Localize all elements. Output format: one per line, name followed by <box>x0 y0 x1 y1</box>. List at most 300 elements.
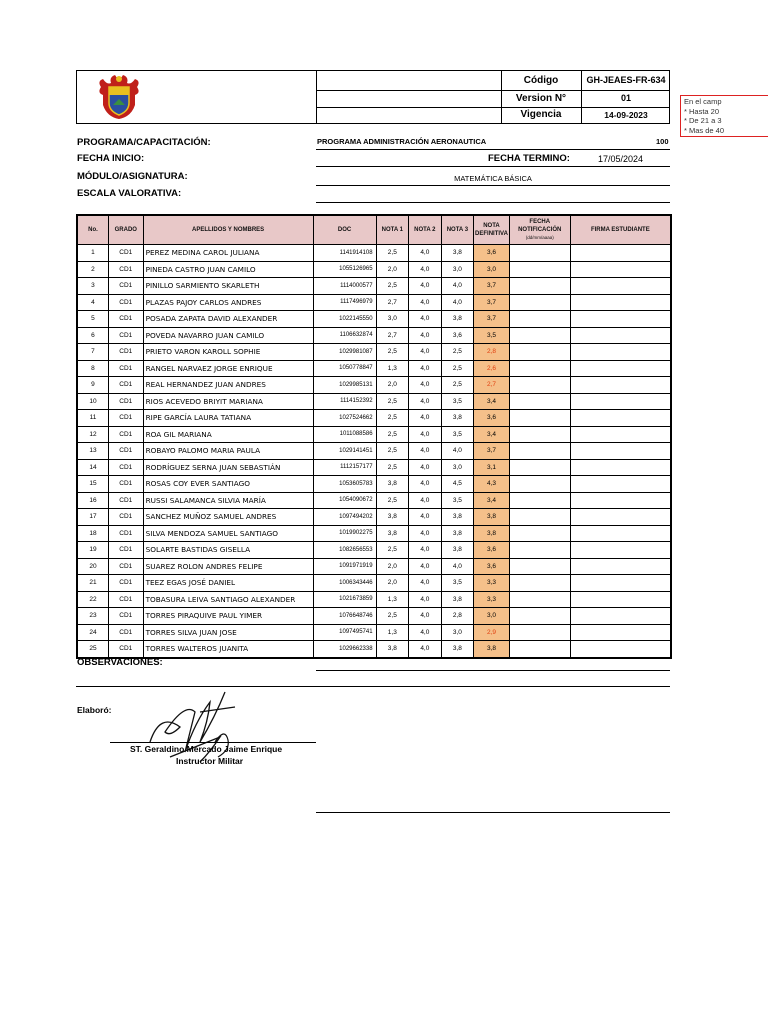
row-nota-definitiva: 3,6 <box>474 245 510 262</box>
row-firma[interactable] <box>570 558 671 575</box>
row-nota2: 4,0 <box>409 245 442 262</box>
row-nota3: 4,0 <box>441 558 474 575</box>
row-firma[interactable] <box>570 245 671 262</box>
escala-label: ESCALA VALORATIVA: <box>77 188 182 199</box>
row-nota2: 4,0 <box>409 327 442 344</box>
row-firma[interactable] <box>570 492 671 509</box>
row-grado: CD1 <box>108 641 143 658</box>
row-firma[interactable] <box>570 327 671 344</box>
row-no: 1 <box>77 245 108 262</box>
row-doc: 1106632874 <box>313 327 376 344</box>
row-nombre: PEREZ MEDINA CAROL JULIANA <box>143 245 313 262</box>
row-fecha-notificacion[interactable] <box>509 360 570 377</box>
version-value: 01 <box>620 93 631 103</box>
row-fecha-notificacion[interactable] <box>509 509 570 526</box>
row-doc: 1097495741 <box>313 624 376 641</box>
row-nota2: 4,0 <box>409 591 442 608</box>
table-row <box>77 492 671 509</box>
row-grado: CD1 <box>108 377 143 394</box>
row-nombre: SOLARTE BASTIDAS GISELLA <box>143 542 313 559</box>
row-nota3: 3,5 <box>441 426 474 443</box>
row-nombre: SANCHEZ MUÑOZ SAMUEL ANDRES <box>143 509 313 526</box>
col-nota2: NOTA 2 <box>409 215 442 245</box>
row-no: 3 <box>77 278 108 295</box>
row-grado: CD1 <box>108 525 143 542</box>
row-nota-definitiva: 3,0 <box>474 608 510 625</box>
coat-of-arms-icon <box>95 73 143 121</box>
row-nota2: 4,0 <box>409 443 442 460</box>
row-nota3: 3,8 <box>441 410 474 427</box>
table-row <box>77 608 671 625</box>
table-row <box>77 525 671 542</box>
col-firma: FIRMA ESTUDIANTE <box>570 215 671 245</box>
row-nota-definitiva: 3,6 <box>474 558 510 575</box>
row-grado: CD1 <box>108 311 143 328</box>
row-nombre: RIPE GARCÍA LAURA TATIANA <box>143 410 313 427</box>
table-row <box>77 542 671 559</box>
row-nota-definitiva: 3,4 <box>474 426 510 443</box>
row-nota2: 4,0 <box>409 360 442 377</box>
row-doc: 1114000577 <box>313 278 376 295</box>
row-nota-definitiva: 3,6 <box>474 542 510 559</box>
row-grado: CD1 <box>108 476 143 493</box>
row-nombre: ROA GIL MARIANA <box>143 426 313 443</box>
row-firma[interactable] <box>570 393 671 410</box>
row-nombre: TORRES PIRAQUIVE PAUL YIMER <box>143 608 313 625</box>
row-no: 19 <box>77 542 108 559</box>
row-nota3: 3,8 <box>441 525 474 542</box>
row-firma[interactable] <box>570 459 671 476</box>
col-fecha-notificacion <box>509 215 570 245</box>
row-nota1: 3,8 <box>376 509 409 526</box>
fecha-termino-value: 17/05/2024 <box>598 154 644 164</box>
row-nota3: 3,0 <box>441 459 474 476</box>
row-nota1: 2,7 <box>376 294 409 311</box>
row-nota3: 3,5 <box>441 393 474 410</box>
row-nota3: 4,0 <box>441 443 474 460</box>
col-grado: GRADO <box>108 215 143 245</box>
row-grado: CD1 <box>108 558 143 575</box>
row-fecha-notificacion[interactable] <box>509 377 570 394</box>
form-header <box>76 70 670 124</box>
row-nota3: 4,5 <box>441 476 474 493</box>
table-row <box>77 245 671 262</box>
fecha-inicio-label: FECHA INICIO: <box>77 153 145 164</box>
row-doc: 1053605783 <box>313 476 376 493</box>
row-nota1: 3,0 <box>376 311 409 328</box>
row-nombre: SUAREZ ROLON ANDRES FELIPE <box>143 558 313 575</box>
row-fecha-notificacion[interactable] <box>509 641 570 658</box>
row-no: 25 <box>77 641 108 658</box>
row-fecha-notificacion[interactable] <box>509 575 570 592</box>
row-firma[interactable] <box>570 311 671 328</box>
row-nota-definitiva: 3,8 <box>474 641 510 658</box>
row-nota1: 2,5 <box>376 344 409 361</box>
table-row <box>77 558 671 575</box>
row-nota2: 4,0 <box>409 641 442 658</box>
row-no: 8 <box>77 360 108 377</box>
table-row <box>77 360 671 377</box>
row-nota2: 4,0 <box>409 509 442 526</box>
row-nombre: PINEDA CASTRO JUAN CAMILO <box>143 261 313 278</box>
row-nota3: 2,5 <box>441 360 474 377</box>
row-nota3: 3,8 <box>441 245 474 262</box>
row-nota-definitiva: 3,7 <box>474 278 510 295</box>
row-nota2: 4,0 <box>409 575 442 592</box>
row-firma[interactable] <box>570 294 671 311</box>
row-doc: 1029141451 <box>313 443 376 460</box>
row-doc: 1054090672 <box>313 492 376 509</box>
row-nota-definitiva: 3,7 <box>474 443 510 460</box>
row-nota1: 2,7 <box>376 327 409 344</box>
row-grado: CD1 <box>108 591 143 608</box>
row-fecha-notificacion[interactable] <box>509 294 570 311</box>
table-row <box>77 443 671 460</box>
row-nota2: 4,0 <box>409 278 442 295</box>
row-fecha-notificacion[interactable] <box>509 245 570 262</box>
row-no: 12 <box>77 426 108 443</box>
row-nota3: 3,8 <box>441 641 474 658</box>
row-no: 17 <box>77 509 108 526</box>
row-fecha-notificacion[interactable] <box>509 410 570 427</box>
row-nota-definitiva: 2,6 <box>474 360 510 377</box>
row-fecha-notificacion[interactable] <box>509 558 570 575</box>
row-fecha-notificacion[interactable] <box>509 608 570 625</box>
table-row <box>77 344 671 361</box>
row-firma[interactable] <box>570 476 671 493</box>
row-firma[interactable] <box>570 608 671 625</box>
row-nombre: ROSAS COY EVER SANTIAGO <box>143 476 313 493</box>
row-doc: 1021673859 <box>313 591 376 608</box>
observaciones-label: OBSERVACIONES: <box>77 657 163 668</box>
row-doc: 1091971919 <box>313 558 376 575</box>
row-nota3: 3,5 <box>441 575 474 592</box>
row-nota-definitiva: 2,8 <box>474 344 510 361</box>
table-row <box>77 509 671 526</box>
modulo-value: MATEMÁTICA BÁSICA <box>454 174 532 183</box>
row-nombre: POSADA ZAPATA DAVID ALEXANDER <box>143 311 313 328</box>
table-row <box>77 393 671 410</box>
row-nota3: 4,0 <box>441 294 474 311</box>
modulo-label: MÓDULO/ASIGNATURA: <box>77 171 188 182</box>
row-doc: 1019902275 <box>313 525 376 542</box>
row-nota2: 4,0 <box>409 492 442 509</box>
row-nota2: 4,0 <box>409 344 442 361</box>
row-nombre: RIOS ACEVEDO BRIYIT MARIANA <box>143 393 313 410</box>
row-fecha-notificacion[interactable] <box>509 278 570 295</box>
row-nombre: RUSSI SALAMANCA SILVIA MARÍA <box>143 492 313 509</box>
row-nota1: 2,5 <box>376 608 409 625</box>
row-nota1: 3,8 <box>376 476 409 493</box>
row-nombre: PINILLO SARMIENTO SKARLETH <box>143 278 313 295</box>
row-doc: 1141914108 <box>313 245 376 262</box>
row-firma[interactable] <box>570 344 671 361</box>
row-no: 11 <box>77 410 108 427</box>
row-grado: CD1 <box>108 542 143 559</box>
row-no: 22 <box>77 591 108 608</box>
row-no: 5 <box>77 311 108 328</box>
grades-table <box>76 214 672 659</box>
row-nota1: 2,5 <box>376 393 409 410</box>
row-nota1: 2,5 <box>376 542 409 559</box>
row-nota-definitiva: 3,8 <box>474 525 510 542</box>
row-nota1: 2,5 <box>376 426 409 443</box>
row-nota3: 2,5 <box>441 344 474 361</box>
row-doc: 1006343446 <box>313 575 376 592</box>
version-label: Version N° <box>515 93 567 104</box>
row-grado: CD1 <box>108 360 143 377</box>
row-nombre: RODRÍGUEZ SERNA JUAN SEBASTIÁN <box>143 459 313 476</box>
row-doc: 1117496979 <box>313 294 376 311</box>
row-no: 13 <box>77 443 108 460</box>
row-nota1: 2,5 <box>376 459 409 476</box>
row-nota1: 2,0 <box>376 575 409 592</box>
table-row <box>77 624 671 641</box>
row-grado: CD1 <box>108 393 143 410</box>
row-grado: CD1 <box>108 294 143 311</box>
table-row <box>77 410 671 427</box>
row-nota2: 4,0 <box>409 377 442 394</box>
row-firma[interactable] <box>570 278 671 295</box>
row-nota2: 4,0 <box>409 393 442 410</box>
row-nota3: 3,8 <box>441 591 474 608</box>
row-nota1: 2,5 <box>376 410 409 427</box>
row-nota2: 4,0 <box>409 311 442 328</box>
row-firma[interactable] <box>570 410 671 427</box>
row-nota3: 3,8 <box>441 542 474 559</box>
col-nota-definitiva: NOTA DEFINITIVA <box>474 215 510 245</box>
row-nota-definitiva: 3,4 <box>474 393 510 410</box>
row-nota2: 4,0 <box>409 294 442 311</box>
row-fecha-notificacion[interactable] <box>509 492 570 509</box>
row-fecha-notificacion[interactable] <box>509 327 570 344</box>
row-nota3: 3,0 <box>441 624 474 641</box>
side-note <box>680 95 768 137</box>
table-row <box>77 377 671 394</box>
table-row <box>77 294 671 311</box>
row-no: 2 <box>77 261 108 278</box>
fecha-notificacion-title: FECHA NOTIFICACIÓN <box>518 219 562 233</box>
table-row <box>77 311 671 328</box>
row-nota1: 3,8 <box>376 525 409 542</box>
table-row <box>77 426 671 443</box>
row-nombre: TORRES WALTEROS JUANITA <box>143 641 313 658</box>
row-fecha-notificacion[interactable] <box>509 476 570 493</box>
side-note-line: * De 21 a 3 <box>684 116 722 125</box>
row-nota3: 2,5 <box>441 377 474 394</box>
row-nota-definitiva: 3,7 <box>474 311 510 328</box>
row-nota2: 4,0 <box>409 476 442 493</box>
row-nota2: 4,0 <box>409 410 442 427</box>
row-nota2: 4,0 <box>409 558 442 575</box>
row-fecha-notificacion[interactable] <box>509 542 570 559</box>
row-no: 18 <box>77 525 108 542</box>
row-nota3: 2,8 <box>441 608 474 625</box>
row-grado: CD1 <box>108 624 143 641</box>
row-firma[interactable] <box>570 360 671 377</box>
row-fecha-notificacion[interactable] <box>509 525 570 542</box>
row-nota-definitiva: 3,3 <box>474 575 510 592</box>
row-nota3: 3,8 <box>441 509 474 526</box>
row-nombre: REAL HERNANDEZ JUAN ANDRES <box>143 377 313 394</box>
col-no: No. <box>77 215 108 245</box>
row-nota3: 3,0 <box>441 261 474 278</box>
row-no: 23 <box>77 608 108 625</box>
row-nota2: 4,0 <box>409 624 442 641</box>
row-doc: 1050778847 <box>313 360 376 377</box>
row-grado: CD1 <box>108 459 143 476</box>
col-nota1: NOTA 1 <box>376 215 409 245</box>
row-doc: 1029985131 <box>313 377 376 394</box>
col-doc: DOC <box>313 215 376 245</box>
row-doc: 1112157177 <box>313 459 376 476</box>
programa-value: PROGRAMA ADMINISTRACIÓN AERONAUTICA <box>317 137 487 146</box>
row-firma[interactable] <box>570 591 671 608</box>
row-nota-definitiva: 3,0 <box>474 261 510 278</box>
row-nota-definitiva: 3,7 <box>474 294 510 311</box>
row-no: 6 <box>77 327 108 344</box>
row-grado: CD1 <box>108 426 143 443</box>
row-nota2: 4,0 <box>409 459 442 476</box>
row-doc: 1022145550 <box>313 311 376 328</box>
row-no: 4 <box>77 294 108 311</box>
row-nota-definitiva: 3,3 <box>474 591 510 608</box>
table-row <box>77 641 671 658</box>
row-grado: CD1 <box>108 608 143 625</box>
fecha-format: (dd/mm/aaaa) <box>525 235 554 240</box>
signer-role: Instructor Militar <box>176 756 244 766</box>
row-nota1: 2,5 <box>376 245 409 262</box>
row-nota-definitiva: 3,4 <box>474 492 510 509</box>
side-note-line: En el camp <box>684 97 722 106</box>
row-fecha-notificacion[interactable] <box>509 624 570 641</box>
row-nota1: 2,0 <box>376 377 409 394</box>
row-no: 20 <box>77 558 108 575</box>
row-grado: CD1 <box>108 327 143 344</box>
row-nota1: 1,3 <box>376 591 409 608</box>
row-firma[interactable] <box>570 525 671 542</box>
row-fecha-notificacion[interactable] <box>509 311 570 328</box>
row-firma[interactable] <box>570 542 671 559</box>
row-grado: CD1 <box>108 492 143 509</box>
row-nota-definitiva: 2,7 <box>474 377 510 394</box>
row-nombre: TOBASURA LEIVA SANTIAGO ALEXANDER <box>143 591 313 608</box>
row-nota-definitiva: 2,9 <box>474 624 510 641</box>
col-nota3: NOTA 3 <box>441 215 474 245</box>
row-grado: CD1 <box>108 575 143 592</box>
table-row <box>77 476 671 493</box>
row-fecha-notificacion[interactable] <box>509 344 570 361</box>
row-doc: 1097494202 <box>313 509 376 526</box>
table-row <box>77 278 671 295</box>
row-nota3: 3,8 <box>441 311 474 328</box>
vigencia-value: 14-09-2023 <box>604 110 648 120</box>
row-nombre: ROBAYO PALOMO MARIA PAULA <box>143 443 313 460</box>
row-grado: CD1 <box>108 261 143 278</box>
row-no: 16 <box>77 492 108 509</box>
row-nombre: TORRES SILVA JUAN JOSE <box>143 624 313 641</box>
row-nota2: 4,0 <box>409 542 442 559</box>
vigencia-label: Vigencia <box>520 109 562 120</box>
row-nota3: 3,6 <box>441 327 474 344</box>
row-fecha-notificacion[interactable] <box>509 261 570 278</box>
table-row <box>77 327 671 344</box>
row-nombre: POVEDA NAVARRO JUAN CAMILO <box>143 327 313 344</box>
row-nota1: 1,3 <box>376 360 409 377</box>
row-doc: 1055126965 <box>313 261 376 278</box>
row-firma[interactable] <box>570 443 671 460</box>
row-nota-definitiva: 3,6 <box>474 410 510 427</box>
row-nota2: 4,0 <box>409 426 442 443</box>
row-no: 24 <box>77 624 108 641</box>
row-doc: 1076648746 <box>313 608 376 625</box>
row-doc: 1114152392 <box>313 393 376 410</box>
row-no: 7 <box>77 344 108 361</box>
row-firma[interactable] <box>570 624 671 641</box>
row-nota1: 2,5 <box>376 492 409 509</box>
row-nota2: 4,0 <box>409 525 442 542</box>
row-grado: CD1 <box>108 509 143 526</box>
row-fecha-notificacion[interactable] <box>509 426 570 443</box>
row-fecha-notificacion[interactable] <box>509 443 570 460</box>
row-nombre: SILVA MENDOZA SAMUEL SANTIAGO <box>143 525 313 542</box>
row-nota1: 2,5 <box>376 443 409 460</box>
row-nota-definitiva: 3,8 <box>474 509 510 526</box>
row-firma[interactable] <box>570 377 671 394</box>
row-nota-definitiva: 3,5 <box>474 327 510 344</box>
row-grado: CD1 <box>108 443 143 460</box>
row-nota2: 4,0 <box>409 261 442 278</box>
row-fecha-notificacion[interactable] <box>509 459 570 476</box>
row-firma[interactable] <box>570 575 671 592</box>
row-firma[interactable] <box>570 509 671 526</box>
row-firma[interactable] <box>570 426 671 443</box>
row-fecha-notificacion[interactable] <box>509 393 570 410</box>
row-nota2: 4,0 <box>409 608 442 625</box>
elaboro-label: Elaboró: <box>77 705 112 715</box>
row-no: 15 <box>77 476 108 493</box>
row-nota3: 4,0 <box>441 278 474 295</box>
codigo-value: GH-JEAES-FR-634 <box>586 75 666 85</box>
row-firma[interactable] <box>570 641 671 658</box>
row-nota1: 2,0 <box>376 261 409 278</box>
fecha-termino-label: FECHA TERMINO: <box>488 153 570 164</box>
table-header-row <box>77 215 671 245</box>
table-row <box>77 261 671 278</box>
row-nota1: 2,0 <box>376 558 409 575</box>
side-note-line: * Hasta 20 <box>684 106 720 116</box>
programa-num: 100 <box>656 137 669 146</box>
row-nota1: 3,8 <box>376 641 409 658</box>
row-nombre: PRIETO VARON KAROLL SOPHIE <box>143 344 313 361</box>
row-nota3: 3,5 <box>441 492 474 509</box>
signer-name: ST. Geraldino Mercado Jaime Enrique <box>130 744 283 754</box>
table-row <box>77 591 671 608</box>
row-fecha-notificacion[interactable] <box>509 591 570 608</box>
row-no: 21 <box>77 575 108 592</box>
row-doc: 1027524662 <box>313 410 376 427</box>
col-nombres: APELLIDOS Y NOMBRES <box>143 215 313 245</box>
table-row <box>77 459 671 476</box>
row-nota1: 2,5 <box>376 278 409 295</box>
row-doc: 1082656553 <box>313 542 376 559</box>
row-nombre: TEEZ EGAS JOSÉ DANIEL <box>143 575 313 592</box>
programa-label: PROGRAMA/CAPACITACIÓN: <box>77 137 211 148</box>
row-firma[interactable] <box>570 261 671 278</box>
row-doc: 1029662338 <box>313 641 376 658</box>
row-grado: CD1 <box>108 410 143 427</box>
side-note-line: * Mas de 40 <box>684 125 725 135</box>
